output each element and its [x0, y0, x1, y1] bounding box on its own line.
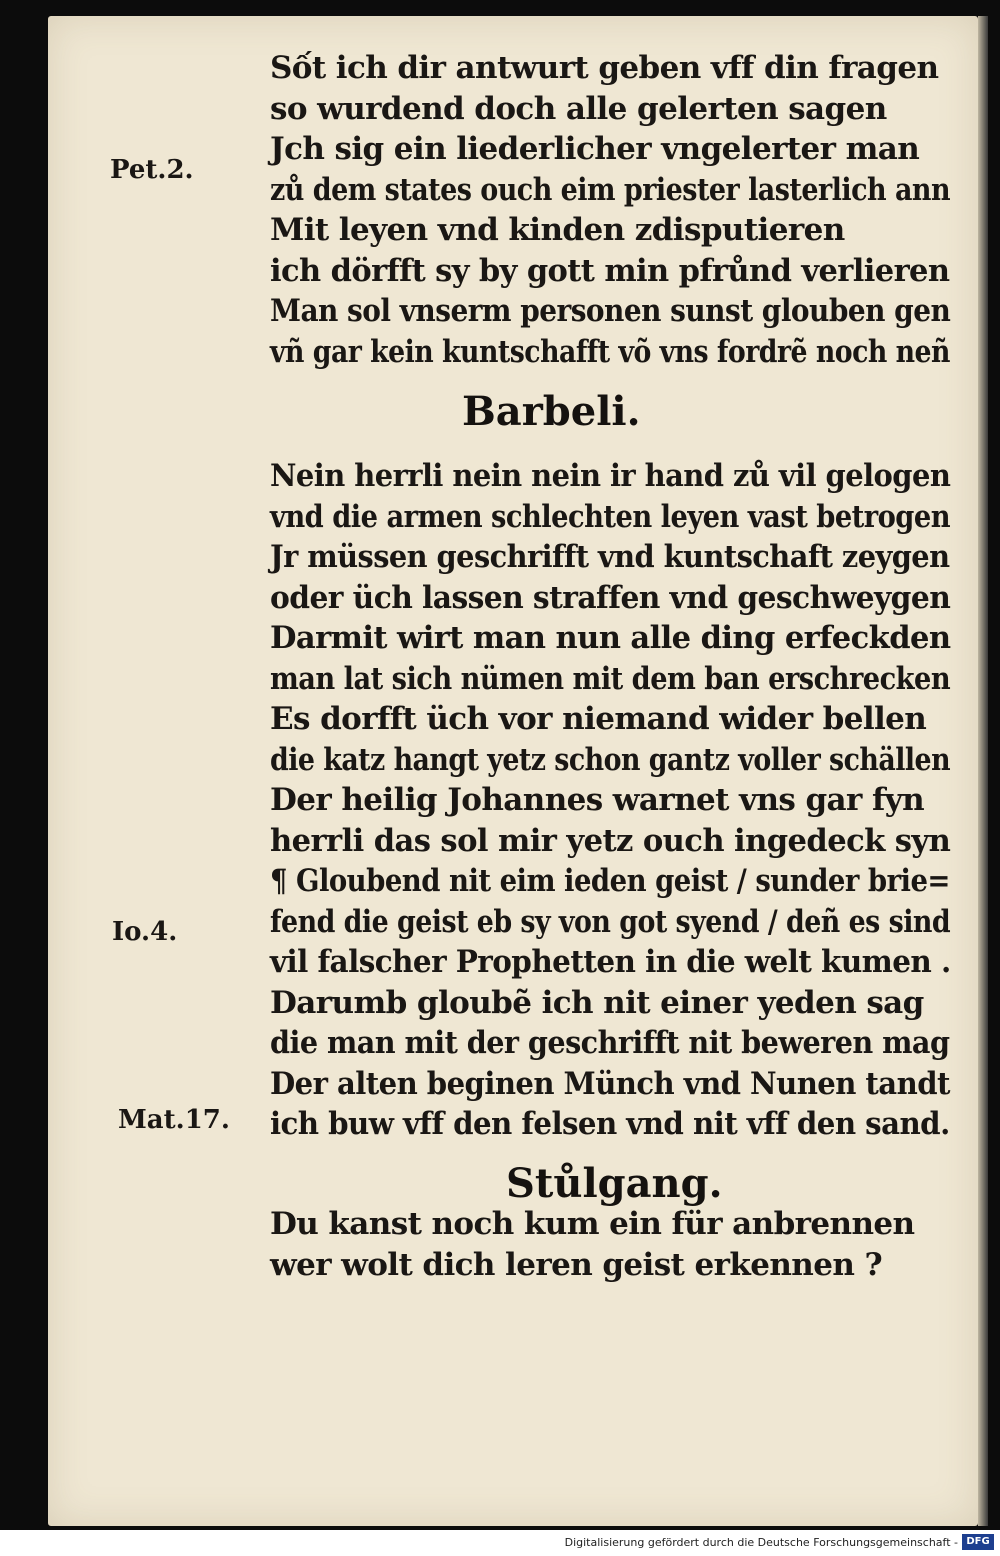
text-line: vil falscher Prophetten in die welt kumen .	[270, 944, 951, 980]
text-line: so wurdend doch alle gelerten sagen	[270, 90, 887, 127]
text-line: die katz hangt yetz schon gantz voller schällen	[270, 741, 951, 778]
text-line: zů dem states ouch eim priester lasterlich ann	[270, 171, 951, 208]
speaker-heading-stulgang: Stůlgang.	[506, 1160, 723, 1207]
text-line: Sốt ich dir antwurt geben vff din fragen	[270, 50, 939, 86]
text-line: vñ gar kein kuntschafft võ vns fordrẽ noch neñ	[270, 333, 950, 370]
margin-note-io: Io.4.	[112, 917, 178, 947]
footer-bar	[0, 1530, 1000, 1556]
dfg-logo: DFG	[962, 1534, 994, 1550]
text-line: Nein herrli nein nein ir hand zů vil gelogen	[270, 458, 951, 494]
margin-note-pet: Pet.2.	[110, 155, 194, 185]
margin-note-mat: Mat.17.	[118, 1105, 230, 1135]
stanza-3	[270, 1204, 950, 1285]
text-line: ich buw vff den felsen vnd nit vff den sand.	[270, 1106, 950, 1142]
text-line: Der alten beginen Münch vnd Nunen tandt	[270, 1065, 950, 1102]
text-line: oder üch lassen straffen vnd geschweygen	[270, 579, 951, 616]
text-line: die man mit der geschrifft nit beweren mag	[270, 1025, 950, 1061]
stanza-1	[270, 48, 950, 372]
text-line: wer wolt dich leren geist erkennen ?	[270, 1246, 883, 1283]
text-line: Der heilig Johannes warnet vns gar fyn	[270, 782, 925, 818]
speaker-heading-barbeli: Barbeli.	[462, 388, 641, 435]
text-line: Darmit wirt man nun alle ding erfeckden	[270, 620, 951, 656]
text-line: man lat sich nümen mit dem ban erschrecken	[270, 660, 951, 697]
text-line: Mit leyen vnd kinden zdisputieren	[270, 212, 845, 248]
text-line: Du kanst noch kum ein für anbrennen	[270, 1206, 915, 1242]
text-line: fend die geist eb sy von got syend / deñ es sind	[270, 903, 951, 940]
text-line: ¶ Gloubend nit eim ieden geist / sunder brie=	[270, 863, 950, 899]
text-line: Jr müssen geschrifft vnd kuntschaft zeygen	[270, 539, 950, 575]
text-line: Es dorfft üch vor niemand wider bellen	[270, 701, 927, 737]
text-line: vnd die armen schlechten leyen vast betrogen	[270, 498, 951, 535]
stanza-2	[270, 456, 950, 1145]
text-line: Jch sig ein liederlicher vngelerter man	[270, 131, 920, 167]
text-line: Darumb gloubẽ ich nit einer yeden sag	[270, 984, 924, 1021]
footer-credit: Digitalisierung gefördert durch die Deutsche Forschungsgemeinschaft -	[564, 1536, 958, 1549]
text-line: ich dörfft sy by gott min pfrůnd verlieren	[270, 252, 950, 289]
page-edge	[978, 16, 988, 1526]
text-line: herrli das sol mir yetz ouch ingedeck syn	[270, 822, 951, 859]
text-line: Man sol vnserm personen sunst glouben gen	[270, 293, 951, 329]
